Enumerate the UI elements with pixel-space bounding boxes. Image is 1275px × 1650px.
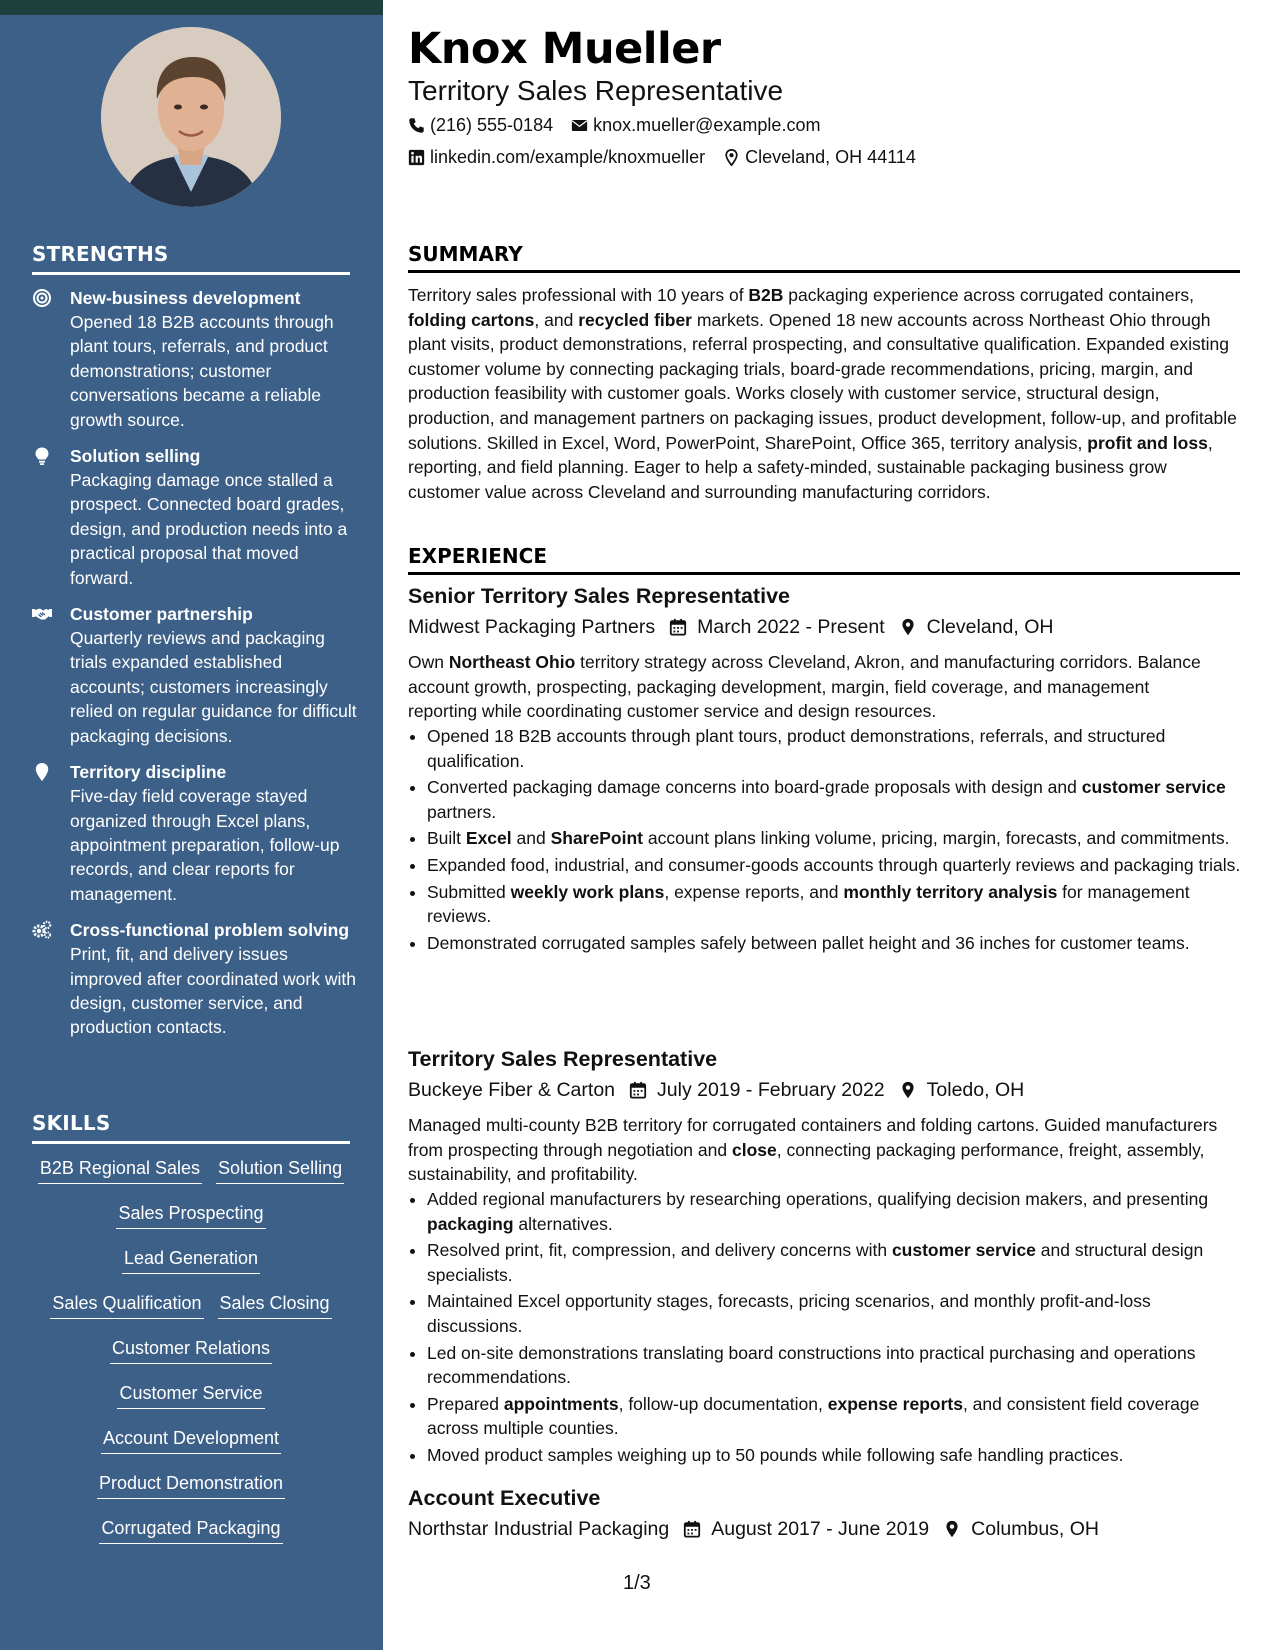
- strength-description: Print, fit, and delivery issues improved after coordinated work with design, customer service, and production contacts.: [70, 944, 356, 1038]
- map-pin-icon: [723, 149, 740, 166]
- strength-item: [32, 602, 357, 748]
- bullet-item: • Opened 18 B2B accounts through plant tours, product demonstrations, referrals, and structured qualification.: [427, 724, 1247, 773]
- job-title: Territory Sales Representative: [408, 1047, 718, 1071]
- job-dates: July 2019 - February 2022: [657, 1079, 885, 1101]
- bullet-item: • Moved product samples weighing up to 50 pounds while following safe handling practices.: [427, 1443, 1247, 1468]
- page-indicator: 1/3: [623, 1572, 651, 1594]
- sidebar-top-bar: [0, 0, 383, 15]
- calendar-icon: [683, 1520, 701, 1538]
- emphasis-text: customer service: [891, 1240, 1036, 1261]
- job-meta: [408, 1516, 1099, 1542]
- map-pin-icon: [899, 618, 917, 636]
- map-pin-icon: [32, 760, 54, 906]
- skill-tag: Solution Selling: [216, 1156, 344, 1184]
- skills-list: [28, 1156, 354, 1561]
- emphasis-text: folding cartons: [408, 309, 535, 330]
- job-dates: March 2022 - Present: [697, 616, 885, 638]
- emphasis-text: Excel: [465, 828, 512, 849]
- bullet-item: • Added regional manufacturers by researching operations, qualifying decision makers, and presenting packaging alternatives.: [427, 1187, 1247, 1236]
- emphasis-text: B2B: [748, 285, 784, 305]
- job-location: Cleveland, OH: [926, 616, 1054, 638]
- emphasis-text: SharePoint: [550, 828, 643, 849]
- job-intro: Managed multi-county B2B territory for corrugated containers and folding cartons. Guided manufacturers from prospecting through negotiation and close, connecting packaging performance, freight, assembly, sustainability, and profitability.: [408, 1115, 1218, 1185]
- candidate-name: Knox Mueller: [408, 24, 721, 74]
- emphasis-text: profit and loss: [1087, 432, 1208, 453]
- strength-title: Customer partnership: [70, 604, 253, 625]
- sidebar: [0, 0, 383, 1650]
- skills-heading: SKILLS: [32, 1111, 350, 1144]
- gears-icon: [32, 918, 54, 1040]
- bullet-item: • Prepared appointments, follow-up documentation, expense reports, and consistent field coverage across multiple counties.: [427, 1392, 1247, 1441]
- emphasis-text: customer service: [1081, 777, 1226, 798]
- job-meta: [408, 614, 1053, 640]
- strength-title: Solution selling: [70, 446, 201, 467]
- emphasis-text: weekly work plans: [510, 881, 665, 902]
- phone-number[interactable]: (216) 555-0184: [430, 115, 554, 135]
- skill-tag: Product Demonstration: [97, 1471, 285, 1499]
- job-company: Midwest Packaging Partners: [408, 616, 656, 638]
- job-title: Account Executive: [408, 1486, 601, 1510]
- job-title: Senior Territory Sales Representative: [408, 584, 790, 608]
- strengths-list: [32, 286, 357, 1052]
- linkedin-url[interactable]: linkedin.com/example/knoxmueller: [430, 147, 706, 167]
- lightbulb-icon: [32, 444, 54, 590]
- emphasis-text: Northeast Ohio: [448, 652, 576, 672]
- bullet-item: • Submitted weekly work plans, expense reports, and monthly territory analysis for management reviews.: [427, 880, 1247, 929]
- profile-photo: [101, 27, 281, 207]
- skill-tag: Corrugated Packaging: [99, 1516, 282, 1544]
- location: Cleveland, OH 44114: [745, 147, 916, 167]
- strength-title: Territory discipline: [70, 762, 227, 783]
- calendar-icon: [629, 1081, 647, 1099]
- envelope-icon: [571, 117, 588, 134]
- skill-tag: Sales Qualification: [50, 1291, 203, 1319]
- bullet-item: • Maintained Excel opportunity stages, forecasts, pricing scenarios, and monthly profit-and-loss discussions.: [427, 1289, 1247, 1338]
- strength-item: [32, 286, 357, 432]
- emphasis-text: appointments: [503, 1393, 619, 1414]
- skill-tag: Customer Relations: [110, 1336, 272, 1364]
- emphasis-text: monthly territory analysis: [843, 881, 1058, 902]
- skill-tag: Lead Generation: [122, 1246, 260, 1274]
- job-bullets: [408, 1187, 1247, 1470]
- phone-icon: [408, 117, 425, 134]
- bullet-item: • Demonstrated corrugated samples safely between pallet height and 36 inches for customer teams.: [427, 931, 1247, 956]
- bullet-item: • Built Excel and SharePoint account plans linking volume, pricing, margin, forecasts, and commitments.: [427, 826, 1247, 851]
- linkedin-icon: [408, 149, 425, 166]
- skill-tag: B2B Regional Sales: [38, 1156, 202, 1184]
- contact-row: [408, 145, 934, 169]
- job-location: Columbus, OH: [971, 1518, 1100, 1540]
- job-location: Toledo, OH: [926, 1079, 1025, 1101]
- job-company: Northstar Industrial Packaging: [408, 1518, 670, 1540]
- candidate-role: Territory Sales Representative: [408, 75, 784, 106]
- job-dates: August 2017 - June 2019: [711, 1518, 930, 1540]
- summary-heading: SUMMARY: [408, 242, 1240, 273]
- skill-tag: Account Development: [101, 1426, 281, 1454]
- job-company: Buckeye Fiber & Carton: [408, 1079, 616, 1101]
- strength-item: [32, 444, 357, 590]
- bullet-item: • Converted packaging damage concerns into board-grade proposals with design and customer service partners.: [427, 775, 1247, 824]
- job-intro: Own Northeast Ohio territory strategy across Cleveland, Akron, and manufacturing corridors. Balance account growth, prospecting, packaging development, margin, field coverage, and management reporting while coordinating customer service and design resources.: [408, 652, 1201, 722]
- strength-description: Quarterly reviews and packaging trials expanded established accounts; customers increasingly relied on regular guidance for difficult packaging decisions.: [70, 628, 357, 746]
- strength-item: [32, 918, 357, 1040]
- strength-title: New-business development: [70, 288, 301, 308]
- emphasis-text: recycled fiber: [578, 309, 692, 330]
- bullet-item: • Expanded food, industrial, and consumer-goods accounts through quarterly reviews and packaging trials.: [427, 853, 1247, 878]
- handshake-icon: [32, 602, 54, 748]
- job-bullets: [408, 724, 1247, 957]
- calendar-icon: [669, 618, 687, 636]
- strength-item: [32, 760, 357, 906]
- emphasis-text: packaging: [427, 1213, 514, 1234]
- job-meta: [408, 1077, 1024, 1103]
- contact-row: [408, 113, 838, 137]
- map-pin-icon: [943, 1520, 961, 1538]
- strength-description: Five-day field coverage stayed organized through Excel plans, appointment preparation, follow-up records, and clear reports for management.: [70, 786, 340, 904]
- strength-title: Cross-functional problem solving: [70, 920, 350, 941]
- email-address[interactable]: knox.mueller@example.com: [593, 115, 821, 135]
- skill-tag: Sales Prospecting: [116, 1201, 265, 1229]
- strengths-heading: STRENGTHS: [32, 242, 350, 275]
- skill-tag: Sales Closing: [218, 1291, 332, 1319]
- target-icon: [32, 286, 54, 432]
- experience-heading: EXPERIENCE: [408, 544, 1240, 575]
- emphasis-text: close: [731, 1139, 777, 1160]
- bullet-item: • Resolved print, fit, compression, and delivery concerns with customer service and structural design specialists.: [427, 1238, 1247, 1287]
- bullet-item: • Led on-site demonstrations translating board constructions into practical purchasing and operations recommendations.: [427, 1341, 1247, 1390]
- skill-tag: Customer Service: [117, 1381, 264, 1409]
- summary-text: Territory sales professional with 10 years of B2B packaging experience across corrugated containers, folding cartons, and recycled fiber markets. Opened 18 new accounts across Northeast Ohio through plant visits, product demonstrations, referral prospecting, and consultative qualification. Expanded existing customer volume by connecting packaging trials, board-grade recommendations, pricing, margin, and production feasibility with customer goals. Works closely with customer service, structural design, production, and management partners on packaging issues, product development, follow-up, and profitable solutions. Skilled in Excel, Word, PowerPoint, SharePoint, Office 365, territory analysis, profit and loss, reporting, and field planning. Eager to help a safety-minded, sustainable packaging business grow customer value across Cleveland and surrounding manufacturing corridors.: [408, 285, 1237, 502]
- map-pin-icon: [899, 1081, 917, 1099]
- emphasis-text: expense reports: [827, 1393, 963, 1414]
- strength-description: Opened 18 B2B accounts through plant tours, referrals, and product demonstrations; customer conversations became a reliable growth source.: [70, 312, 334, 430]
- strength-description: Packaging damage once stalled a prospect. Connected board grades, design, and production needs into a practical proposal that moved forward.: [70, 470, 348, 588]
